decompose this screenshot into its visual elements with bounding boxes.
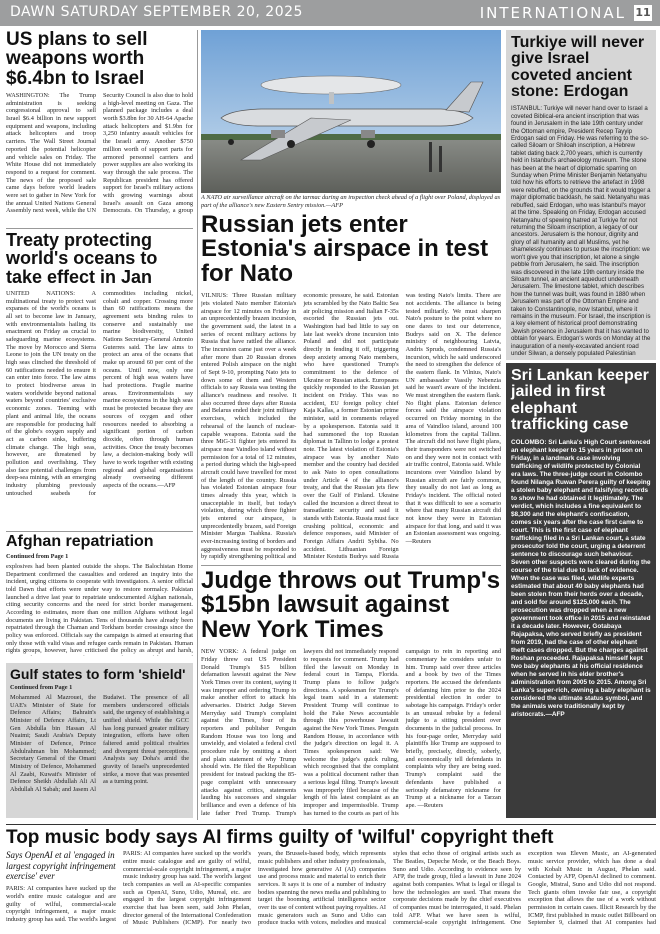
- divider: [201, 565, 501, 566]
- gulf-headline: Gulf states to form 'shield': [10, 666, 186, 682]
- treaty-headline: Treaty protecting world's oceans to take effect in Jan: [6, 231, 158, 287]
- ai-music-body: PARIS: AI companies have sucked up the world's entire music catalogue and are guilty of wilful, commercial-scale copyright infringement, a major music industry group has said. The world's largest tech companies as well as AI-specific companies such as OpenAI, Suno, Udio, Mureal, etc. are engaged in the largest copyright infringement exercise that has been seen, said John Phelan, director general of the International Confederation of Music Publishers (ICMP). For nearly two years, the Brussels-based body, which represents music publishers and other industry professionals, investigated how generative AI (AI) companies use and process music and material to enrich their services. It says it is one of a number of industry bodies spanning the news media and publishing to target the booming artificial intelligence sector over its use of content without paying royalties. AI music generators such as Suno and Udio can produce tracks with voices, melodies and musical styles that echo those of original artists such as The Beatles, Depeche Mode, or the Beach Boys. Suno and Udio. According to evidence seen by AFP, the trade group, filed a lawsuit in June 2024 against both companies. What is legal or illegal is how the technologies are used. That means the corporate decisions made by the chief executives of companies must be interrogated, it said. Phelan told AFP. What we have seen is wilful, commercial-scale copyright infringement. One exception was Eleven Music, an AI-generated music service provider, which has done a deal with Kobalt Music in August, Phelan said. Contacted by AFP, OpenAI declined to comment. Google, Mistral, Suno and Udio did not respond. Tech giants often invoke fair use, a copyright exception that allows the use of a work without permission in certain cases. Illicit Research by the ICMP, first published in music outlet Billboard on September 9, claimed that AI companies had: [123, 850, 656, 927]
- srilanka-body: COLOMBO: Sri Lanka's High Court sentenced an elephant keeper to 15 years in prison on Friday, in a landmark case involving trafficking of wildlife protected by Colonial era laws. The three-judge court in Colombo found Nilanga Ruwan Perera guilty of keeping a stolen baby elephant and falsifying records to show he had obtained it legitimately. The verdict, which includes a fine equivalent to $8,300 and the elephant's confiscation, comes six years after the case first came to court. This is the first case of elephant trafficking filed in a Sri Lankan court, a state prosecutor told the court, urging a deterrent sentence to discourage such behaviour. Seven other suspects were cleared during the course of the trial due to lack of evidence. When the case was filed, wildlife experts estimated that about 40 baby elephants had been stolen from their herds over a decade, and sold for around $125,000 each. The prosecution was dropped when a new government took office in 2015 and reinstated it a decade later. However, Gotabaya Rajapaksa, who served briefly as president from 2019, had the case of other elephant theft cases dropped. But the charges against Roshan proceeded. Rajapaksa himself kept two baby elephants at his official residence when he served in his elder brother's administration from 2005 to 2015. Among Sri Lanka's super-rich, owning a baby elephant is considered the ultimate status symbol, and the animals were traditionally kept by aristocrats.—AFP: [511, 439, 651, 719]
- ai-music-pull-quote: Says OpenAI et al 'engaged in largest copyright infringement exercise' ever: [6, 850, 116, 882]
- nato-photo-caption: A NATO air surveillance aircraft on the tarmac during an inspection check ahead of a flight over Poland, displayed as part of the alliance's new Eastern Sentry mission.—AFP: [201, 194, 501, 209]
- us-weapons-headline: US plans to sell weapons worth $6.4bn to Israel: [6, 30, 148, 89]
- masthead-section: INTERNATIONAL: [479, 4, 626, 22]
- trump-body: NEW YORK: A federal judge on Friday threw out US President Donald Trump's $15 billion defamation lawsuit against the New York Times over its content, saying it was improper and ordering Trump to make another effort to attack his adversaries. District Judge Steven Merryday said Trump's complaint against the Times, four of its reporters and publisher Penguin Random House was too long and unwieldy, and violated a federal civil procedure rule by omitting a short and plain statement of why Trump should win. He filed the Republican president for instead packing the 85-page complaint with unnecessary attacks against critics, statements lauding his successes and singular brilliance and even a defence of his late father Fred Trump. Trump's lawyers did not immediately respond to requests for comment. Trump had filed the lawsuit on Monday in federal court in Tampa, Florida. Trump plans to follow judge's directions. A spokesman for Trump's legal team said in a statement: President Trump will continue to hold the Fake News accountable through this powerhouse lawsuit against the New York Times. Penguin Random House, in accordance with the judge's direction on legal it. A Times spokesperson said: We welcome the judge's quick ruling, which recognised that the complaint was a political document rather than a serious legal filing. Trump's lawsuit was improperly filed because of the length of his latest complaint as an improper and impermissible. Trump has turned to the courts as part of his campaign to rein in reporting and commentary he considers unfair to him. Trump said over three articles and a book by two of the Times reporters. He accused the defendants of defaming him prior to the 2024 presidential election in order to sabotage his campaign. Friday's order is an unusual rebuke by a federal judge to a sitting president over documents in the judicial process. In his four-page order, Merryday said plaintiffs like Trump are supposed to briefly, precisely, directly, soberly, and economically tell defendants in complaints why they are being sued. Trump's complaint said the defendants have published a seriously defamatory nickname for Trump at a nickname for a Tarzan ape. —Reuters: [201, 648, 501, 817]
- treaty-story: [6, 231, 193, 529]
- masthead-page-number: 11: [635, 6, 651, 19]
- trump-story: [201, 569, 501, 819]
- gulf-body: Mohammed Al Mazrouei, the UAE's Minister of State for Defence Affairs; Bahrain's Minister of Defence Affairs, Lt Gen Abdulla bin Hassan Al Nuaimi; Saudi Arabia's Deputy Minister of Defence, Prince Abdulrahman bin Mohammed; Secretary General of the Omani Ministry of Defence, Mohammed Al Zaabi, Kuwait's Minister of Defence Sheikh Abdullah Ali Al Abdullah Al Sabah; and Jasem Al Budaiwi. The presence of all members underscored officials said, the urgency of establishing a unified shield. While the GCC has long pursued greater military integration, efforts have often faltered amid political rivalries and divergent threat perceptions. Analysts say Doha's amid the gravity of Israel's unprecedented strike, a move that was presented as a turning point.: [10, 693, 189, 793]
- ai-music-story: [6, 828, 656, 932]
- divider: [6, 531, 193, 532]
- divider: [6, 228, 193, 229]
- trump-headline: Judge throws out Trump's $15bn lawsuit against New York Times: [201, 569, 501, 643]
- afghan-story: [6, 534, 193, 661]
- russia-body: VILNIUS: Three Russian military jets violated Nato member Estonia's airspace for 12 minutes on Friday in an unprecedentedly brazen incursion, the government said, the latest in a series of recent military actions by Russia that have rattled the alliance. The incursion came just over a week after more than 20 Russian drones entered Polish airspace on the night of Sept 9-10, prompting Nato jets to down some of them and Western officials to say Russia was testing the alliance's readiness and resolve. It also occurred three days after Russia and Belarus ended their joint military exercises, which included the rehearsal of the launch of nuclear-capable weapons. Estonia said the three MiG-31 fighter jets entered its airspace near Vaindloo island without permission for a total of 12 minutes, a period during which the high-speed aircraft could have travelled for most of the length of the country. Russia has violated Estonian airspace four times already this year, which is unacceptable in itself, but today's violation, during which three fighter jets entered our airspace, is unprecedentedly brazen, said Foreign Minister Margus Tsahkna. Russia's ever-increasing testing of borders and aggressiveness must be responded to by rapidly strengthening political and economic pressure, he said. Estonian jets scrambled by the Nato Baltic Sea air policing mission and Italian F-35s escorted the Russian jets out. Washington had bad little to say on late last week's drone incursion into Poland and did not participate directly in fending it off, triggering deep anxiety among Nato members, who have questioned Trump's commitment to the defence of Ukraine or Russian attack. Europeans quickly responded to the Russian jet incident on Friday. This was no accident, EU foreign policy chief Kaja Kallas, a former Estonian prime minister, said in comments relayed by a spokesperson. Estonia said it had summoned the top Russian diplomat in Tallinn to lodge a protest note. The latest violation of Estonia's airspace was by another Nato member and the country had decided to ask Nato to open consultations under Article 4 of the alliance's treaty, and that the Russian jets flew over the Gulf of Finland. Ukraine called the incursion a direct threat to transatlantic security and said it stands with Estonia. Russia must face crushing political, economic and defence responses, said Minister of Foreign Affairs Andrii Sybiha. No accident. Lithuanian Foreign Minister Kestutis Budrys said Russia was testing Nato's limits. There are not accidents. The alliance is being tested militarily. We must sharpen Nato's posture to the point where no one dares to test our deterrence, Budrys said on X. The defence ministry of neighbouring Latvia, Andris Spruds, condemned Russia's incursion, which he said underscored the need to strengthen the defence of the eastern flank. In Vilnius, Nato's UN ambassador Vassily Nebenzia said he wasn't aware of the incident. We must strengthen the eastern flank. No flight plans. Estonian defence forces said the airspace violation occurred on Friday morning in the area of Vaindloo island, around 100 kilometres from the capital Tallinn. The aircraft did not have flight plans, their transponders were not switched on and they were not in contact with air traffic control, Estonia said. While incursions over Vaindloo Island by Russian aircraft are fairly common, they usually do not last as long as Friday's incident. The official noted that it was difficult to see a scenario where that many Russian aircraft did not know they were in Estonian airspace for that long, and said it was an Estonian assessment was ongoing.—Reuters: [201, 292, 501, 561]
- russia-headline: Russian jets enter Estonia's airspace in test for Nato: [201, 213, 489, 287]
- srilanka-story: [506, 363, 656, 818]
- turkiye-headline: Turkiye will never give Israel coveted ancient stone: Erdogan: [511, 34, 645, 100]
- masthead-paper-date: DAWN SATURDAY SEPTEMBER 20, 2025: [10, 4, 303, 20]
- afghan-headline: Afghan repatriation: [6, 534, 154, 550]
- ai-music-lead: PARIS: AI companies have sucked up the world's entire music catalogue and are guilty of wilful, commercial-scale copyright infringement, a major music industry group has said. The world's largest: [6, 885, 116, 924]
- nato-photo: [201, 30, 501, 193]
- masthead: [0, 0, 660, 26]
- column-divider: [197, 30, 198, 820]
- afghan-body: explosives had been planted outside the shops. The Balochistan Home Department confirmed the casualties and ordered an inquiry into the incident, urging citizens to cooperate with investigators. A senior official told Dawn that efforts were under way to restore normalcy. Pakistan launched a drive last year to repatriate undocumented Afghan nationals, citing security concerns and the need for strict border management. According to estimates, more than one million Afghans without legal documents are living in Pakistan. Tens of thousands have already been repatriated through the Chaman and Torkham border crossings since the policy was enforced. Officials say the campaign is aimed at ensuring that only those with valid visas and refugee cards remain in Pakistan. Human rights groups, however, have criticised the policy as abrupt and harsh,: [6, 562, 193, 655]
- turkiye-body: ISTANBUL: Turkiye will never hand over to Israel a coveted Biblical-era ancient inscription that was found in Jerusalem in the late 19th century under the Ottoman empire, President Recep Tayyip Erdogan said on Friday. He was referring to the so-called Siloam or Shiloah inscription, a Hebrew tablet dating back 2,700 years, which is currently held in Istanbul's archaeology museum. The stone has been at the heart of diplomatic sparring on Sunday when Prime Minister Benjamin Netanyahu told how his efforts to retrieve the artefact in 1998 were rebuffed, on the grounds that it would trigger a major diplomatic backlash, he said. Netanyahu was rebuffed, said Erdogan, who was Istanbul's mayor at the time. Speaking on Friday, Erdogan accused Netanyahu of spewing hatred at Turkiye for not returning the Siloam inscription, a legacy of our ancestors. Jerusalem is the honour, dignity and glory of all humanity and all Muslims, yet he shamelessly continues to pursue the inscription: we won't give you that inscription, let alone a single pebble from Jerusalem, he said. The inscription was discovered in the late 19th century inside the Siloam tunnel, an ancient aqueduct underneath Jerusalem. The limestone tablet, which describes how the tunnel was built, was found in 1880 when Jerusalem was part of the Ottoman Empire and taken to Constantinople, now Istanbul, where it remains in the museum. For Israel, the inscription is a key element of historical proof demonstrating Jewish presence in Jerusalem that it has wanted to obtain for years. Erdogan's words on Monday at the inauguration of a newly-excavated ancient road under Silwan, a densely populated Palestinian: [511, 105, 651, 358]
- afghan-continued: Continued from Page 1: [6, 553, 69, 561]
- divider: [6, 824, 656, 825]
- treaty-body: UNITED NATIONS: A multinational treaty to protect vast expanses of the world's oceans is all set to become law in January, with environmentalists hailing its enactment on Friday as crucial to safeguarding marine ecosystems. The move by Morocco and Sierra Leone to join the UN treaty on the high seas clinched the threshold of 60 ratifications needed to ensure it can enter into force. The law aims to protect biodiverse areas in waters worldwide beyond national waters beyond countries' exclusive economic zones. Teeming with plant and animal life, the oceans are responsible for producing half of the globe's oxygen supply and act as carbon sinks, buffering climate change. The high seas, however, are threatened by pollution and overfishing. They also face potential challenges from deep-sea mining, with an emerging industry plumbing previously untouched seabeds for commodities including nickel, cobalt and copper. Crossing more than 60 ratifications means the agreement sets binding rules to conserve and sustainably use marine biodiversity, United Nations Secretary-General Antonio Guterres said. The law aims to protect an area of the oceans that make up around 60 per cent of the oceans. Until now, only one percent of high seas waters have had protections. Fragile marine areas. Environmentalists say marine ecosystems in the high seas must be protected because they are sources of oxygen and other resources needed to absorbing a significant portion of carbon dioxide, often through human activities. Once the treaty becomes law, a decision-making body will have to work together with existing regional and global organisations already overseeing different aspects of the oceans.—AFP: [6, 290, 193, 497]
- gulf-story: [6, 663, 193, 818]
- russia-story: [201, 213, 501, 563]
- turkiye-story: [506, 30, 656, 360]
- gulf-continued: Continued from Page 1: [10, 684, 73, 692]
- ai-music-headline: Top music body says AI firms guilty of 'wilful' copyright theft: [6, 828, 554, 848]
- us-weapons-body: WASHINGTON: The Trump administration is seeking congressional approval to sell Israel $6.4 billion in new support equipment and weapons, including attack helicopters and troop carriers. The Wall Street Journal reported the potential helicopter and vehicle sales on Friday. The White House did not immediately respond to a request for comment. The news of the proposed sale came days before world leaders were set to gather in New York for the annual United Nations General Assembly next week, while the UN Security Council is also due to hold a high-level meeting on Gaza. The planned package includes a deal worth $3.8bn for 30 AH-64 Apache attack helicopters and $1.9bn for 3,250 infantry assault vehicles for the Israeli army. Another $750 million worth of support parts for armored personnel carriers and power supplies are also working its way through the sale process. The Republican president has offered support for Israel's military actions with growing warnings about Israel's assault on Gaza among Democrats. On Thursday, a group: [6, 92, 193, 215]
- awacs-aircraft-image: [201, 30, 501, 193]
- srilanka-headline: Sri Lankan keeper jailed in first elephant trafficking case: [511, 367, 649, 433]
- us-weapons-story: [6, 30, 193, 226]
